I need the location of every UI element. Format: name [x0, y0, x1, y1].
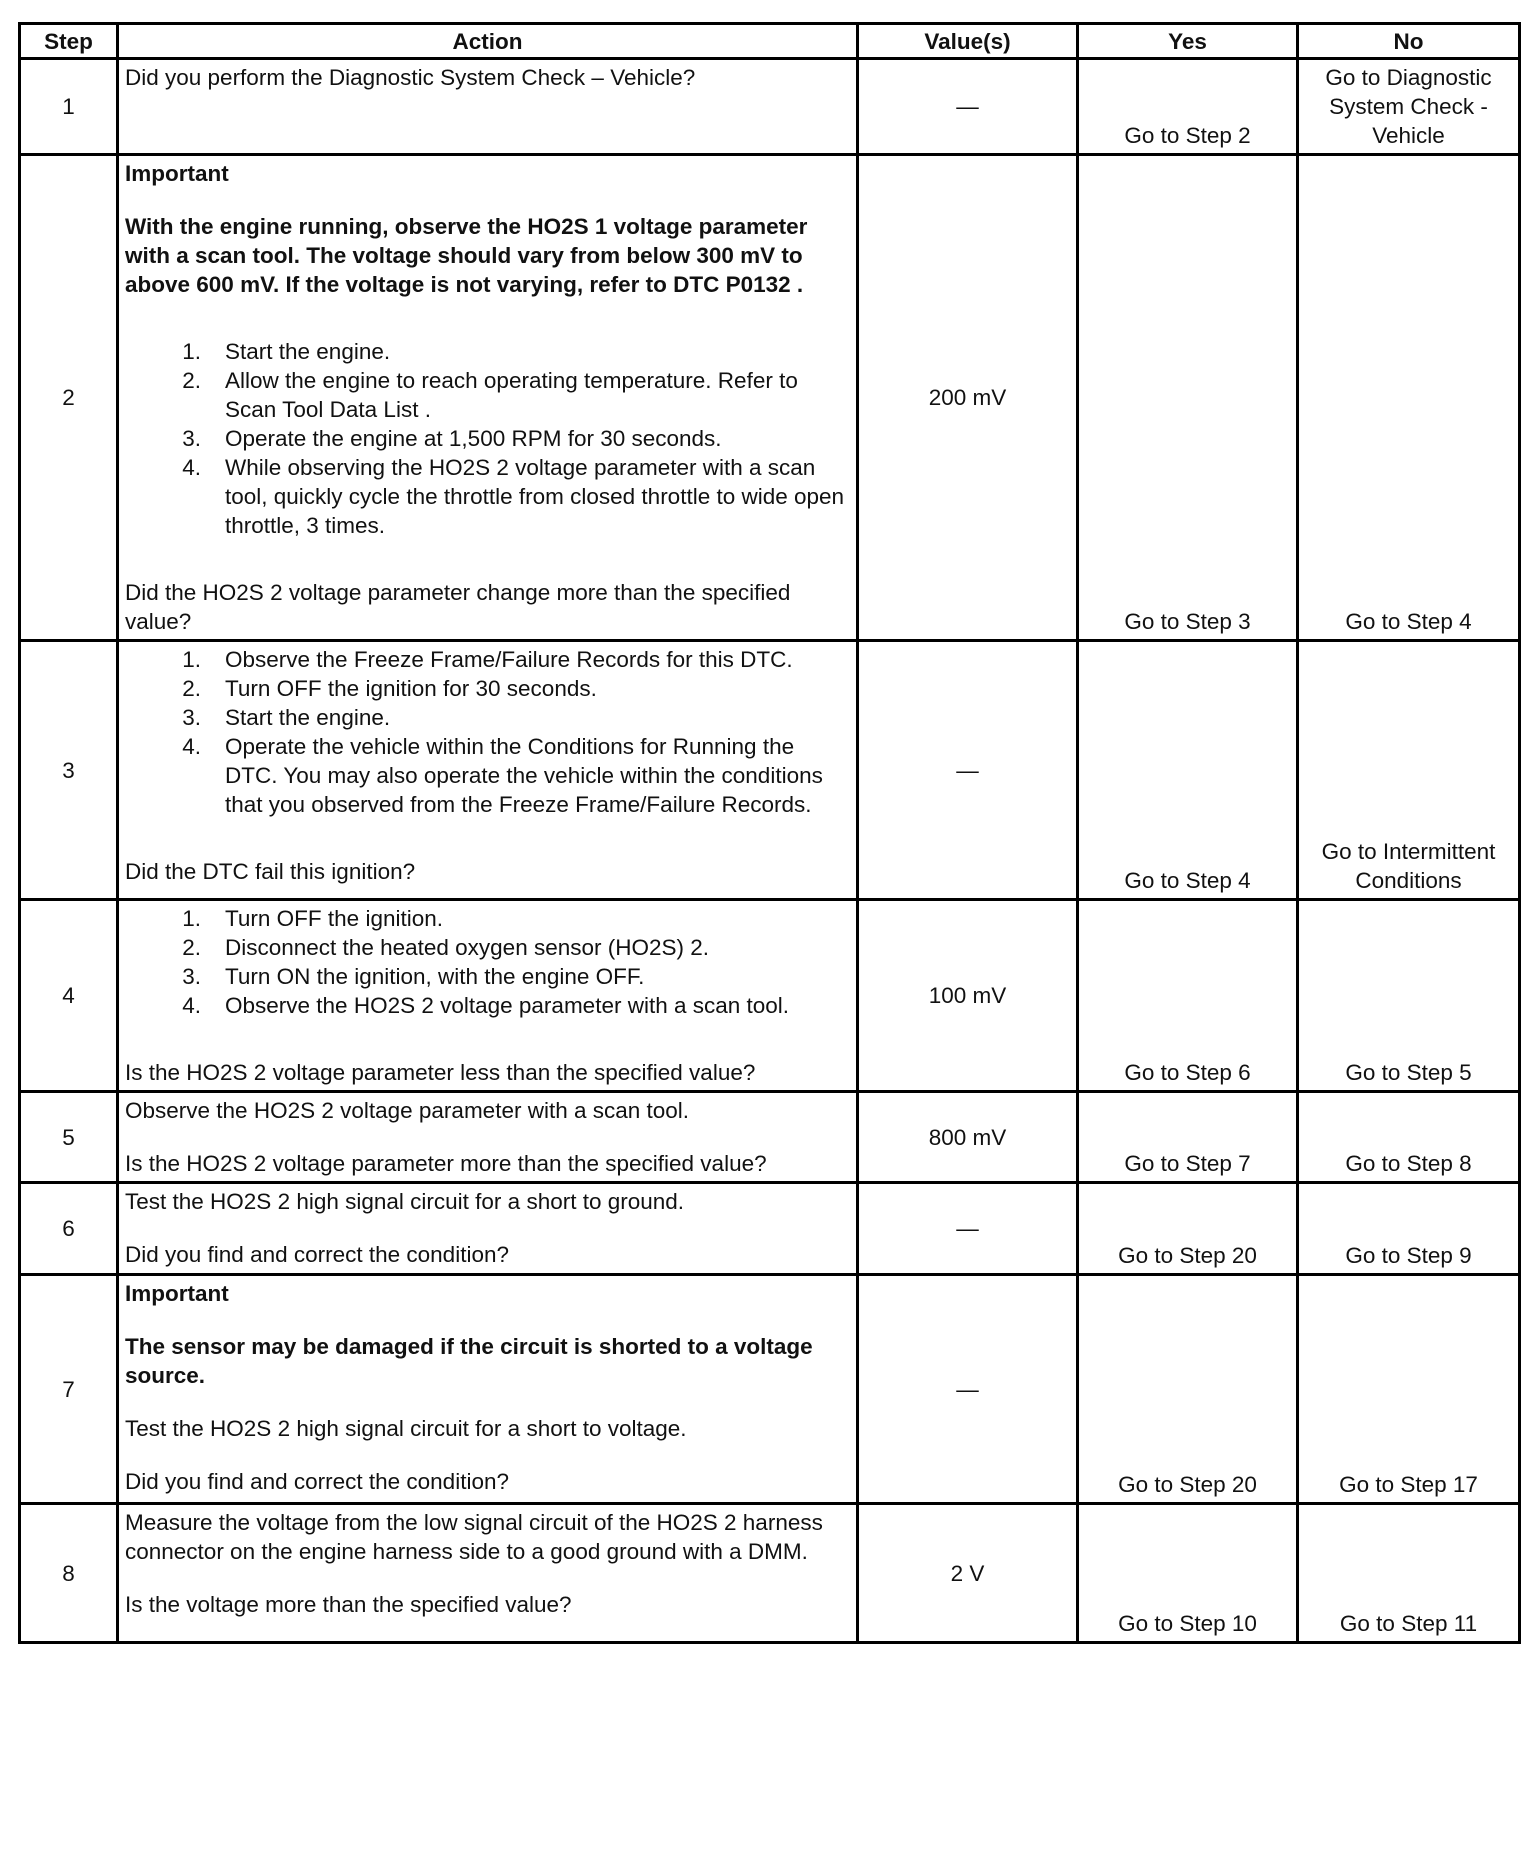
action-question: Is the HO2S 2 voltage parameter more than the specified value?	[125, 1151, 767, 1176]
list-item: 1. Observe the Freeze Frame/Failure Records for this DTC.	[182, 647, 793, 672]
no-cell: Go to Intermittent Conditions	[1298, 641, 1520, 900]
action-question: Did you find and correct the condition?	[125, 1242, 509, 1267]
action-cell	[118, 155, 858, 641]
yes-cell: Go to Step 20	[1078, 1183, 1298, 1275]
list-item: 3. Start the engine.	[182, 705, 391, 730]
action-question: Did the HO2S 2 voltage parameter change more than the specified value?	[125, 580, 791, 634]
action-question: Did the DTC fail this ignition?	[125, 859, 416, 884]
table-row	[20, 155, 1520, 641]
list-item: 1. Turn OFF the ignition.	[182, 906, 444, 931]
yes-cell: Go to Step 4	[1078, 641, 1298, 900]
list-item: 4. Operate the vehicle within the Conditions for Running the DTC. You may also operate the vehicle within the conditions that you observed from the Freeze Frame/Failure Records.	[182, 734, 823, 817]
action-question: Did you find and correct the condition?	[125, 1469, 509, 1494]
no-cell: Go to Step 17	[1298, 1275, 1520, 1504]
important-title: Important	[125, 1281, 229, 1306]
header-action: Action	[118, 24, 858, 59]
action-cell	[118, 1275, 858, 1504]
table-row	[20, 1183, 1520, 1275]
value-cell: 200 mV	[858, 155, 1078, 641]
value-cell: —	[858, 641, 1078, 900]
header-yes: Yes	[1078, 24, 1298, 59]
value-cell: —	[858, 1183, 1078, 1275]
list-item: 4. While observing the HO2S 2 voltage parameter with a scan tool, quickly cycle the throttle from closed throttle to wide open throttle, 3 times.	[182, 455, 845, 538]
table-row	[20, 59, 1520, 155]
action-question: Is the voltage more than the specified value?	[125, 1592, 572, 1617]
no-cell: Go to Step 11	[1298, 1504, 1520, 1643]
important-text: The sensor may be damaged if the circuit is shorted to a voltage source.	[125, 1334, 813, 1388]
list-item: 1. Start the engine.	[182, 339, 391, 364]
action-instruction: Test the HO2S 2 high signal circuit for a short to voltage.	[125, 1416, 687, 1441]
value-cell: 800 mV	[858, 1092, 1078, 1183]
no-cell: Go to Step 5	[1298, 900, 1520, 1092]
list-item: 4. Observe the HO2S 2 voltage parameter with a scan tool.	[182, 993, 790, 1018]
header-step: Step	[20, 24, 118, 59]
step-number: 1	[20, 59, 118, 155]
diagnostic-table-container	[18, 22, 1518, 1644]
action-instruction: Measure the voltage from the low signal circuit of the HO2S 2 harness connector on the engine harness side to a good ground with a DMM.	[125, 1510, 823, 1564]
action-instruction: Observe the HO2S 2 voltage parameter with a scan tool.	[125, 1098, 690, 1123]
action-question: Did you perform the Diagnostic System Check – Vehicle?	[125, 65, 696, 90]
table-row	[20, 641, 1520, 900]
yes-cell: Go to Step 7	[1078, 1092, 1298, 1183]
no-cell: Go to Step 4	[1298, 155, 1520, 641]
action-cell	[118, 641, 858, 900]
action-question: Is the HO2S 2 voltage parameter less than the specified value?	[125, 1060, 756, 1085]
header-values: Value(s)	[858, 24, 1078, 59]
action-cell	[118, 59, 858, 155]
step-number: 8	[20, 1504, 118, 1643]
table-row	[20, 1092, 1520, 1183]
list-item: 2. Allow the engine to reach operating temperature. Refer to Scan Tool Data List .	[182, 368, 798, 422]
yes-cell: Go to Step 10	[1078, 1504, 1298, 1643]
yes-cell: Go to Step 20	[1078, 1275, 1298, 1504]
action-cell	[118, 1092, 858, 1183]
step-number: 6	[20, 1183, 118, 1275]
header-no: No	[1298, 24, 1520, 59]
no-cell: Go to Step 9	[1298, 1183, 1520, 1275]
value-cell: —	[858, 59, 1078, 155]
procedure-list	[125, 645, 850, 819]
step-number: 4	[20, 900, 118, 1092]
action-cell	[118, 900, 858, 1092]
important-title: Important	[125, 161, 229, 186]
step-number: 3	[20, 641, 118, 900]
step-number: 5	[20, 1092, 118, 1183]
table-row	[20, 1275, 1520, 1504]
procedure-list	[125, 904, 850, 1020]
value-cell: —	[858, 1275, 1078, 1504]
diagnostic-table	[18, 22, 1521, 1644]
list-item: 2. Disconnect the heated oxygen sensor (HO2S) 2.	[182, 935, 710, 960]
step-number: 2	[20, 155, 118, 641]
important-text: With the engine running, observe the HO2S 1 voltage parameter with a scan tool. The voltage should vary from below 300 mV to above 600 mV. If the voltage is not varying, refer to DTC P0132 .	[125, 214, 808, 297]
value-cell: 2 V	[858, 1504, 1078, 1643]
yes-cell: Go to Step 6	[1078, 900, 1298, 1092]
action-cell	[118, 1504, 858, 1643]
value-cell: 100 mV	[858, 900, 1078, 1092]
action-cell	[118, 1183, 858, 1275]
table-header-row	[20, 24, 1520, 59]
list-item: 3. Operate the engine at 1,500 RPM for 30 seconds.	[182, 426, 722, 451]
action-instruction: Test the HO2S 2 high signal circuit for a short to ground.	[125, 1189, 685, 1214]
table-row	[20, 900, 1520, 1092]
yes-cell: Go to Step 2	[1078, 59, 1298, 155]
step-number: 7	[20, 1275, 118, 1504]
list-item: 2. Turn OFF the ignition for 30 seconds.	[182, 676, 597, 701]
list-item: 3. Turn ON the ignition, with the engine OFF.	[182, 964, 645, 989]
no-cell: Go to Diagnostic System Check - Vehicle	[1298, 59, 1520, 155]
no-cell: Go to Step 8	[1298, 1092, 1520, 1183]
yes-cell: Go to Step 3	[1078, 155, 1298, 641]
table-row	[20, 1504, 1520, 1643]
procedure-list	[125, 337, 850, 540]
